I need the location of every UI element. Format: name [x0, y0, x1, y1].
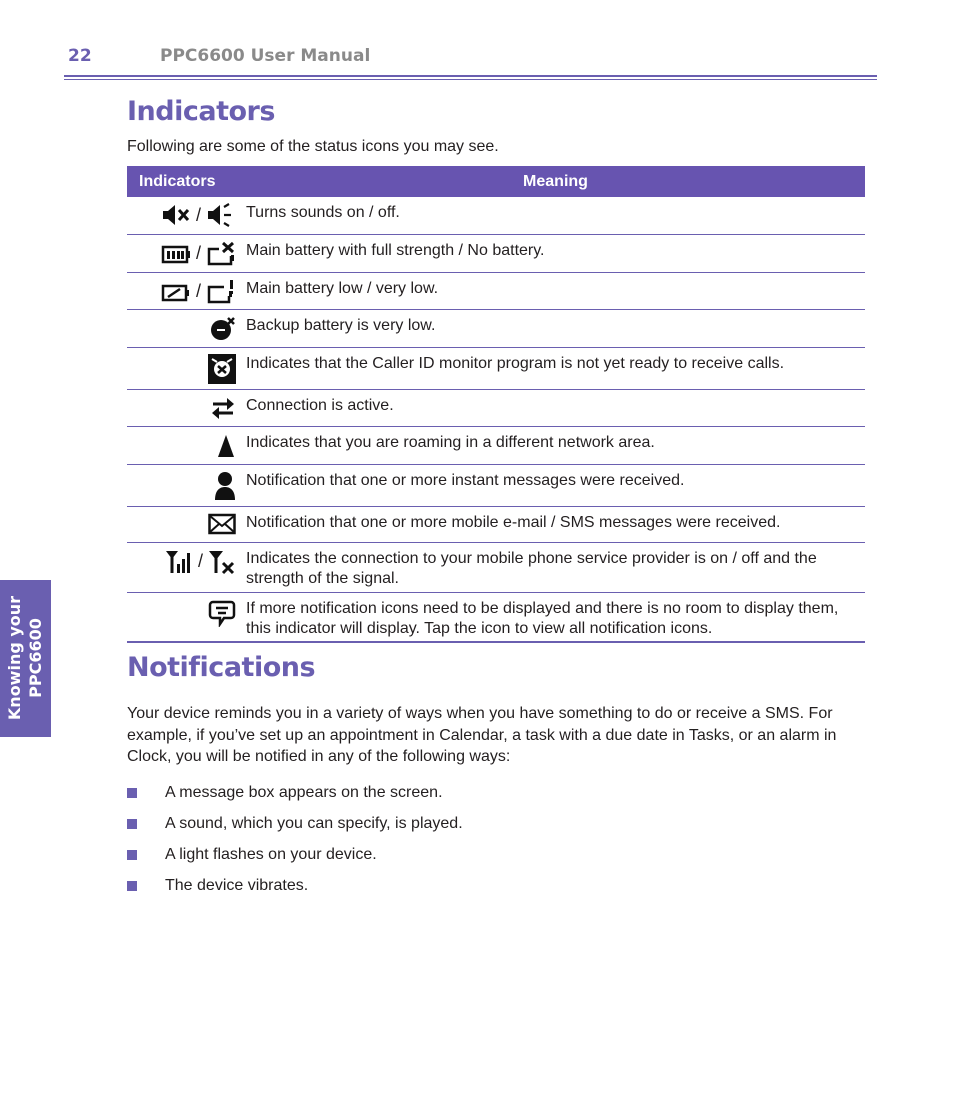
- speaker-on-icon: [206, 203, 236, 227]
- table-header-row: [127, 166, 865, 197]
- meaning-cell: Backup battery is very low.: [246, 309, 865, 347]
- table-row: [127, 309, 865, 347]
- email-sms-icon: [208, 513, 236, 535]
- meaning-cell: Connection is active.: [246, 389, 865, 426]
- table-row: [127, 347, 865, 389]
- chapter-side-tab: [0, 580, 51, 737]
- backup-battery-low-icon: [210, 316, 236, 342]
- header-rule-thin: [64, 79, 877, 80]
- connection-active-icon: [210, 396, 236, 420]
- speaker-muted-icon: [161, 203, 191, 227]
- header-rule: [64, 75, 877, 77]
- indicators-table: [127, 166, 865, 643]
- chapter-side-label: Knowing your PPC6600: [5, 595, 45, 721]
- table-row: [127, 592, 865, 642]
- bullet-square-icon: [127, 788, 137, 798]
- no-signal-icon: [208, 549, 236, 575]
- meaning-cell: Notification that one or more mobile e-mail / SMS messages were received.: [246, 506, 865, 542]
- table-row: [127, 426, 865, 464]
- battery-none-icon: [206, 241, 236, 267]
- page-number: 22: [68, 46, 92, 66]
- caller-id-not-ready-icon: [208, 354, 236, 384]
- meaning-cell: Notification that one or more instant messages were received.: [246, 464, 865, 506]
- roaming-icon: [216, 433, 236, 459]
- battery-low-icon: [161, 281, 191, 303]
- table-row: / Turns sounds on / off.: [127, 197, 865, 234]
- meaning-cell: Main battery with full strength / No battery.: [246, 234, 865, 272]
- meaning-cell: Main battery low / very low.: [246, 272, 865, 309]
- meaning-cell: Indicates that you are roaming in a different network area.: [246, 426, 865, 464]
- bullet-square-icon: [127, 850, 137, 860]
- table-header-meaning: Meaning: [246, 166, 865, 197]
- meaning-cell: Indicates that the Caller ID monitor program is not yet ready to receive calls.: [246, 347, 865, 389]
- table-row: [127, 506, 865, 542]
- table-row: / Main battery with full strength / No battery.: [127, 234, 865, 272]
- notifications-paragraph: Your device reminds you in a variety of ways when you have something to do or receive a SMS. For example, if you’ve set up an appointment in Calendar, a task with a due date in Tasks, or an alarm in Clock, you will be notified in any of the following ways:: [127, 705, 837, 765]
- instant-message-icon: [214, 471, 236, 501]
- bullet-square-icon: [127, 819, 137, 829]
- battery-very-low-icon: [206, 279, 236, 305]
- meaning-cell: Indicates the connection to your mobile phone service provider is on / off and the strength of the signal.: [246, 542, 865, 592]
- table-row: / Main battery low / very low.: [127, 272, 865, 309]
- bullet-square-icon: [127, 881, 137, 891]
- indicators-heading: Indicators: [127, 96, 275, 127]
- table-header-indicators: Indicators: [127, 166, 246, 197]
- notifications-heading: Notifications: [127, 652, 316, 683]
- manual-title: PPC6600 User Manual: [160, 46, 371, 66]
- signal-strength-icon: [165, 549, 193, 575]
- table-row: [127, 464, 865, 506]
- meaning-cell: Turns sounds on / off.: [246, 197, 865, 234]
- more-notifications-icon: [208, 599, 236, 627]
- table-row: [127, 389, 865, 426]
- table-row: / Indicates the connection to your mobile phone service provider is on / off and the strength of the signal.: [127, 542, 865, 592]
- indicators-intro: Following are some of the status icons you may see.: [127, 138, 499, 155]
- battery-full-icon: [161, 243, 191, 265]
- meaning-cell: If more notification icons need to be displayed and there is no room to display them, this indicator will display. Tap the icon to view all notification icons.: [246, 592, 865, 642]
